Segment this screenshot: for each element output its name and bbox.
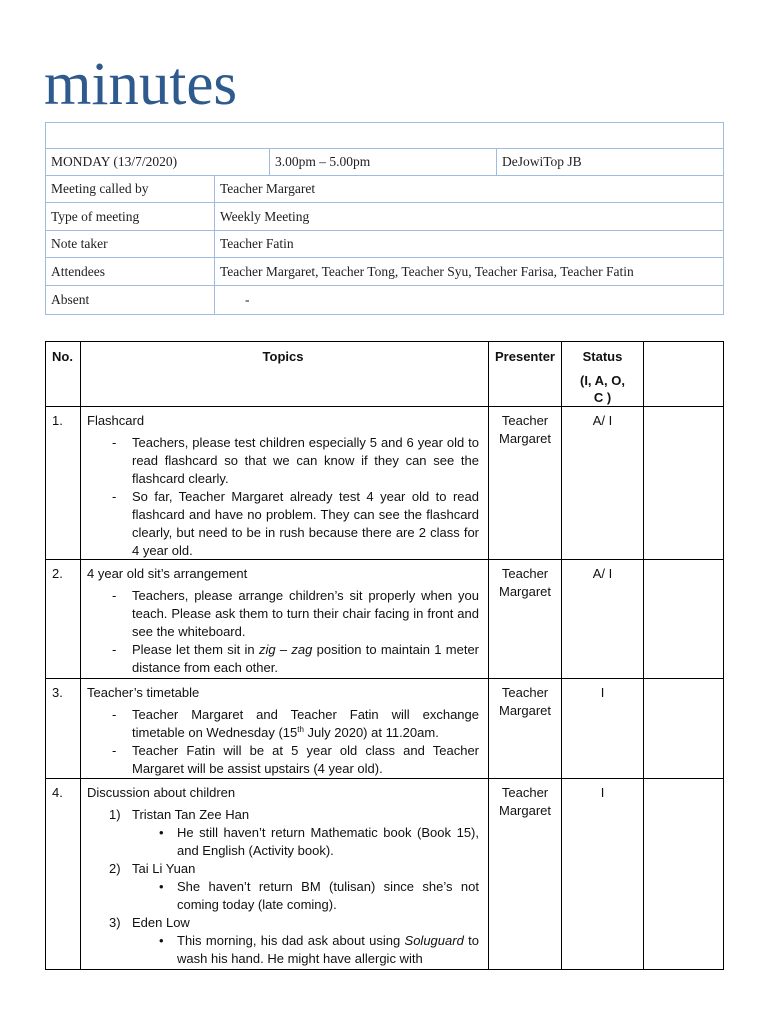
point-list — [87, 434, 479, 560]
status-legend: (I, A, O, C ) — [579, 373, 626, 405]
topic-title: 4 year old sit’s arrangement — [87, 566, 248, 581]
number-marker: 1) — [109, 807, 121, 822]
presenter-cell: Teacher Margaret — [489, 679, 562, 779]
point-text: Teacher Margaret and Teacher Fatin will exchange timetable on Wednesday (15 — [132, 707, 479, 740]
called-by-label: Meeting called by — [46, 176, 215, 203]
dash-marker: - — [112, 588, 117, 603]
topic-cell — [81, 779, 489, 970]
agenda-table — [45, 341, 724, 970]
list-item — [112, 434, 479, 488]
child-name-line — [109, 914, 479, 932]
item-number: 1. — [46, 407, 81, 560]
list-item — [112, 641, 480, 677]
attendees-value: Teacher Margaret, Teacher Tong, Teacher Syu, Teacher Farisa, Teacher Fatin — [215, 258, 724, 286]
point-text: So far, Teacher Margaret already test 4 year old to read flashcard and have no problem. They can see the flashcard clearly, but need to be in rush because there are 2 class for 4 year old. — [132, 489, 479, 558]
topic-title: Teacher’s timetable — [87, 685, 200, 700]
item-number: 3. — [46, 679, 81, 779]
meeting-date: MONDAY (13/7/2020) — [46, 149, 270, 176]
point-list — [87, 587, 479, 677]
topic-title: Discussion about children — [87, 785, 236, 800]
dash-marker: - — [112, 489, 117, 504]
child-name: Tai Li Yuan — [132, 861, 196, 876]
table-row — [46, 407, 724, 560]
presenter-cell: Teacher Margaret — [489, 779, 562, 970]
note-taker-value: Teacher Fatin — [215, 231, 724, 258]
table-row — [46, 560, 724, 679]
table-row — [46, 779, 724, 970]
called-by-value: Teacher Margaret — [215, 176, 724, 203]
document-title: minutes — [44, 51, 238, 118]
point-text: Teachers, please test children especially 5 and 6 year old to read flashcard so that we can know if they can see the flashcard clearly. — [132, 435, 479, 486]
child-name: Tristan Tan Zee Han — [132, 807, 250, 822]
blank-cell — [644, 407, 724, 560]
list-item — [112, 742, 479, 778]
note-text: She haven’t return BM (tulisan) since she’s not coming today (late coming). — [177, 879, 479, 912]
item-number: 4. — [46, 779, 81, 970]
list-item — [159, 878, 479, 914]
point-superscript: th — [297, 725, 304, 734]
info-row-absent — [46, 286, 724, 315]
number-marker: 3) — [109, 915, 121, 930]
info-row-called-by — [46, 176, 724, 203]
absent-label: Absent — [46, 286, 215, 315]
note-emphasis: Soluguard — [404, 933, 464, 948]
child-name: Eden Low — [132, 915, 190, 930]
child-notes — [132, 824, 479, 860]
topic-cell — [81, 407, 489, 560]
agenda-header-row — [46, 342, 724, 407]
info-row-note-taker — [46, 231, 724, 258]
list-item — [159, 932, 479, 968]
note-taker-label: Note taker — [46, 231, 215, 258]
note-text: This morning, his dad ask about using — [177, 933, 405, 948]
absent-value: - — [215, 286, 724, 315]
info-row-datetime — [46, 149, 724, 176]
meeting-type-value: Weekly Meeting — [215, 203, 724, 231]
list-item — [159, 824, 479, 860]
table-row — [46, 679, 724, 779]
child-entry — [109, 806, 479, 860]
meeting-time: 3.00pm – 5.00pm — [270, 149, 497, 176]
note-text: He still haven’t return Mathematic book (Book 15), and English (Activity book). — [177, 825, 479, 858]
note-text-after: to wash his hand. He might have allergic with — [177, 933, 479, 966]
child-name-line — [109, 860, 479, 878]
attendees-label: Attendees — [46, 258, 215, 286]
dash-marker: - — [112, 642, 117, 657]
child-notes — [132, 932, 479, 968]
topic-cell — [81, 560, 489, 679]
meeting-type-label: Type of meeting — [46, 203, 215, 231]
child-entry — [109, 914, 479, 968]
point-text: Please let them sit in — [132, 642, 259, 657]
list-item — [112, 706, 479, 742]
status-cell: A/ I — [562, 560, 644, 679]
presenter-cell: Teacher Margaret — [489, 407, 562, 560]
bullet-marker: • — [159, 825, 164, 840]
column-header-blank — [644, 342, 724, 407]
dash-marker: - — [112, 743, 117, 758]
meeting-info-table — [45, 122, 724, 315]
number-marker: 2) — [109, 861, 121, 876]
child-notes — [132, 878, 479, 914]
point-emphasis: zig – zag — [258, 642, 313, 657]
info-row-type — [46, 203, 724, 231]
point-text-after: July 2020) at 11.20am. — [303, 725, 439, 740]
status-cell: I — [562, 679, 644, 779]
point-list — [87, 706, 479, 778]
list-item — [112, 488, 479, 560]
meeting-venue: DeJowiTop JB — [497, 149, 724, 176]
bullet-marker: • — [159, 879, 164, 894]
dash-marker: - — [112, 435, 117, 450]
info-row-attendees — [46, 258, 724, 286]
topic-cell — [81, 679, 489, 779]
info-header-row — [46, 123, 724, 149]
info-header-cell — [46, 123, 724, 149]
blank-cell — [644, 779, 724, 970]
topic-title: Flashcard — [87, 413, 145, 428]
child-entry — [109, 860, 479, 914]
point-text-after: position to maintain 1 meter distance from each other. — [132, 642, 480, 675]
status-cell: A/ I — [562, 407, 644, 560]
column-header-no: No. — [46, 342, 81, 407]
bullet-marker: • — [159, 933, 164, 948]
column-header-topics: Topics — [81, 342, 489, 407]
status-header-label: Status — [582, 349, 623, 364]
children-list — [87, 806, 479, 968]
blank-cell — [644, 560, 724, 679]
dash-marker: - — [112, 707, 117, 722]
point-text: Teachers, please arrange children’s sit properly when you teach. Please ask them to turn their chair facing in front and see the whiteboard. — [132, 588, 479, 639]
blank-cell — [644, 679, 724, 779]
item-number: 2. — [46, 560, 81, 679]
column-header-presenter: Presenter — [489, 342, 562, 407]
column-header-status — [562, 342, 644, 407]
status-cell: I — [562, 779, 644, 970]
point-text: Teacher Fatin will be at 5 year old class and Teacher Margaret will be assist upstairs (4 year old). — [132, 743, 479, 776]
presenter-cell: Teacher Margaret — [489, 560, 562, 679]
list-item — [112, 587, 479, 641]
child-name-line — [109, 806, 479, 824]
